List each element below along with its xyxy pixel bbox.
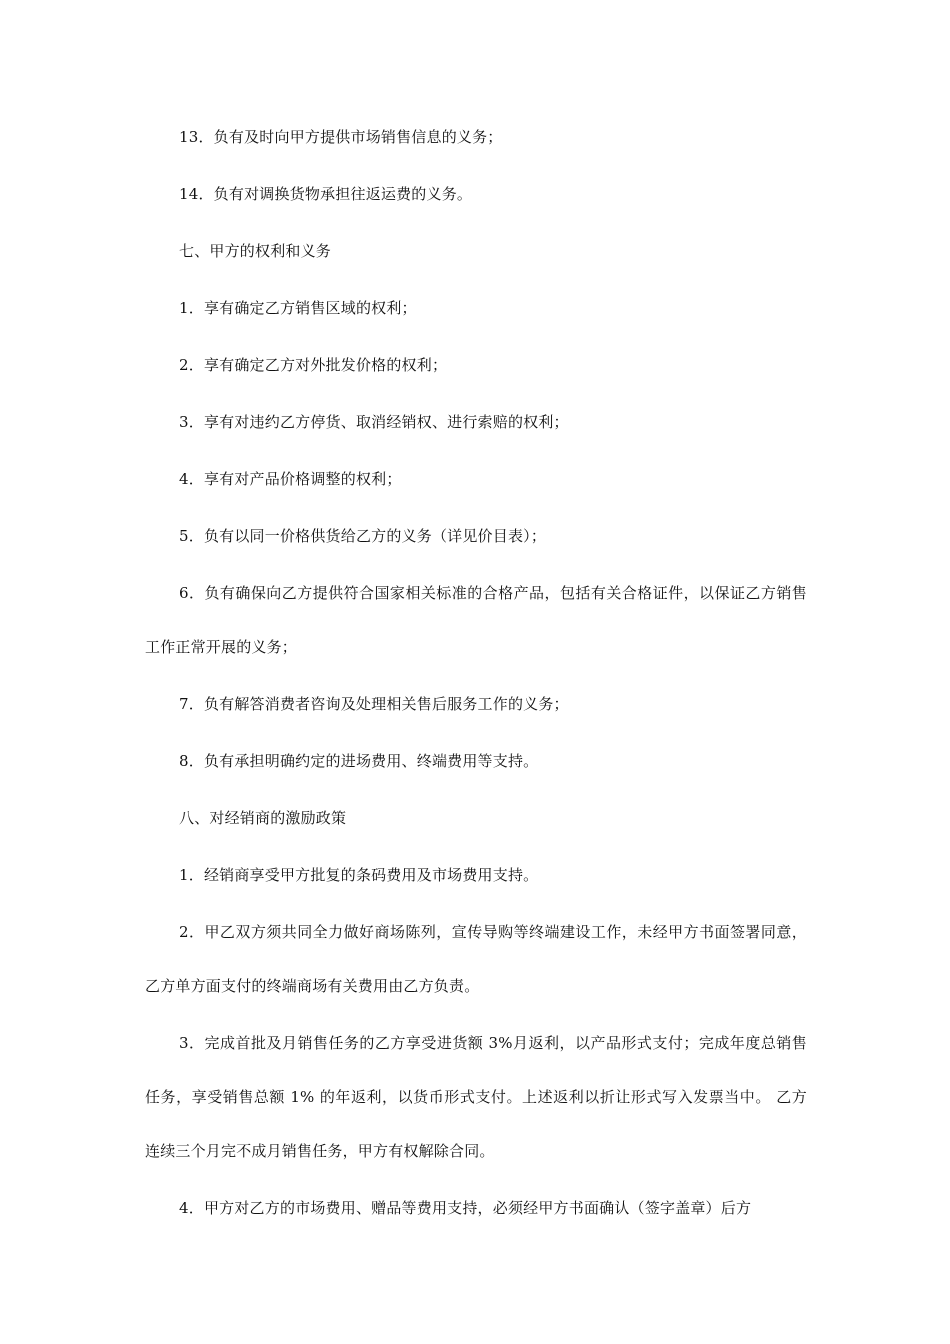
section7-item-5: 5．负有以同一价格供货给乙方的义务（详见价目表）；: [179, 527, 547, 545]
document-body: [145, 122, 807, 1250]
clause-13: 13．负有及时向甲方提供市场销售信息的义务；: [179, 128, 503, 146]
section8-item-2: 2．甲乙双方须共同全力做好商场陈列，宣传导购等终端建设工作，未经甲方书面签署同意，乙方单方面支付的终端商场有关费用由乙方负责。: [145, 923, 807, 995]
section-heading-7: 七、甲方的权利和义务: [179, 242, 332, 260]
section7-item-3: 3．享有对违约乙方停货、取消经销权、进行索赔的权利；: [179, 413, 569, 431]
section8-item-4: 4．甲方对乙方的市场费用、赠品等费用支持，必须经甲方书面确认（签字盖章）后方: [179, 1199, 752, 1217]
section7-item-6: 6．负有确保向乙方提供符合国家相关标准的合格产品，包括有关合格证件，以保证乙方销售工作正常开展的义务；: [145, 584, 807, 656]
section7-item-7: 7．负有解答消费者咨询及处理相关售后服务工作的义务；: [179, 695, 569, 713]
section7-item-4: 4．享有对产品价格调整的权利；: [179, 470, 402, 488]
section7-item-8: 8．负有承担明确约定的进场费用、终端费用等支持。: [179, 752, 539, 770]
section8-item-3: 3．完成首批及月销售任务的乙方享受进货额 3%月返利，以产品形式支付；完成年度总销售任务，享受销售总额 1% 的年返利，以货币形式支付。上述返利以折让形式写入发票当中。 乙方连续三个月完不成月销售任务，甲方有权解除合同。: [145, 1034, 807, 1160]
section-heading-8: 八、对经销商的激励政策: [179, 809, 347, 827]
section8-item-1: 1．经销商享受甲方批复的条码费用及市场费用支持。: [179, 866, 539, 884]
section7-item-2: 2．享有确定乙方对外批发价格的权利；: [179, 356, 448, 374]
clause-14: 14．负有对调换货物承担往返运费的义务。: [179, 185, 473, 203]
section7-item-1: 1．享有确定乙方销售区域的权利；: [179, 299, 417, 317]
